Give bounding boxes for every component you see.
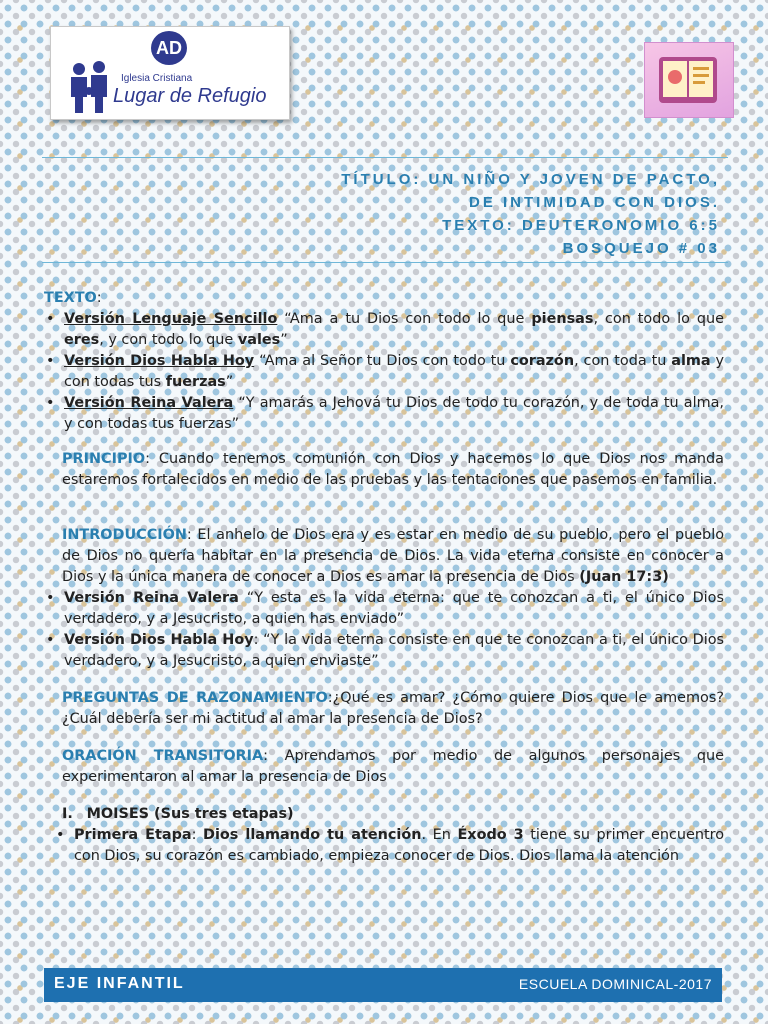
introduccion-heading: INTRODUCCIÓN bbox=[62, 527, 187, 543]
version-item: • Versión Dios Habla Hoy: “Y la vida eterna consiste en que te conozcan a ti, el único Dios verdadero, y a Jesucristo, a quien enviaste” bbox=[46, 632, 724, 669]
family-icon bbox=[65, 61, 117, 115]
version-name: Versión Lenguaje Sencillo bbox=[64, 311, 278, 327]
version-name: Versión Reina Valera bbox=[64, 590, 239, 606]
principio-section bbox=[44, 449, 724, 491]
logo-title: Lugar de Refugio bbox=[113, 85, 267, 107]
title-line-2: DE INTIMIDAD CON DIOS. bbox=[468, 194, 720, 211]
version-name: Versión Dios Habla Hoy bbox=[64, 632, 254, 648]
preguntas-text: :¿Qué es amar? ¿Cómo quiere Dios que le amemos? ¿Cuál debería ser mi actitud al amar la presencia de Dios? bbox=[62, 690, 724, 727]
version-item: • Versión Dios Habla Hoy “Ama al Señor tu Dios con todo tu corazón, con toda tu alma y con todas tus fuerzas” bbox=[46, 353, 725, 390]
title-line-1: TÍTULO: UN NIÑO Y JOVEN DE PACTO, bbox=[341, 171, 720, 188]
outline-number: BOSQUEJO # 03 bbox=[562, 240, 720, 257]
title-block bbox=[341, 168, 720, 260]
stage-item: • Primera Etapa: Dios llamando tu atención. En Éxodo 3 tiene su primer encuentro con Dios, su corazón es cambiado, empieza conocer de Dios. Dios llama la atención bbox=[56, 827, 724, 864]
book-icon bbox=[645, 43, 733, 117]
section-number: I. bbox=[62, 806, 73, 822]
section-moises bbox=[44, 804, 724, 825]
oracion-section bbox=[44, 746, 724, 788]
stage-label: Primera Etapa bbox=[74, 827, 192, 843]
storybook-image bbox=[644, 42, 734, 118]
footer-bar bbox=[44, 968, 722, 1002]
introduccion-text: : El anhelo de Dios era y es estar en medio de su pueblo, pero el pueblo de Dios no quería habitar en la presencia de Dios. La vida eterna consiste en conocer a Dios y la única manera de conocer a Dios es amar la presencia de Dios bbox=[62, 527, 724, 585]
version-name: Versión Dios Habla Hoy bbox=[64, 353, 255, 369]
bottom-divider bbox=[42, 262, 728, 263]
preguntas-heading: PREGUNTAS DE RAZONAMIENTO bbox=[62, 690, 328, 706]
footer-right: ESCUELA DOMINICAL-2017 bbox=[518, 976, 712, 992]
document-body: TEXTO: • Versión Lenguaje Sencillo “Ama a tu Dios con todo lo que piensas, con todo lo que eres, y con todo lo que vales” • Versión Dios Habla Hoy “Ama al Señor tu Dios con todo tu corazón, con toda tu alma y con todas tus fuerzas” • Versión Reina Valera “Y amarás a Jehová tu Dios de todo tu corazón, y de toda tu alma, y con todas tus fuerzas” PRINCIPIO: Cuando tenemos comunión con Dios y hacemos lo que Dios nos manda estaremos fortalecidos en medio de las pruebas y las tentaciones que pasemos en familia. INTRODUCCIÓN: El anhelo de Dios era y es estar en medio de su pueblo, pero el pueblo de Dios no quería habitar en la presencia de Dios. La vida eterna consiste en conocer a Dios y la única manera de conocer a Dios es amar la presencia de Dios (Juan 17:3) • Versión Reina Valera “Y esta es la vida eterna: que te conozcan a ti, el único Dios verdadero, y a Jesucristo, a quien has enviado” • Versión Dios Habla Hoy: “Y la vida eterna consiste en que te conozcan a ti, el único Dios verdadero, y a Jesucristo, a quien enviaste” PREGUNTAS DE RAZONAMIENTO:¿Qué es amar? ¿Cómo quiere Dios que le amemos? ¿Cuál debería ser mi actitud al amar la presencia de Dios? ORACIÓN TRANSITORIA: Aprendamos por medio de algunos personajes que experimentaron al amar la presencia de Dios I. MOISES (Sus tres etapas) • Primera Etapa: Dios llamando tu atención. En Éxodo 3 tiene su primer encuentro con Dios, su corazón es cambiado, empieza conocer de Dios. Dios llama la atención bbox=[44, 288, 724, 867]
texto-heading: TEXTO bbox=[44, 290, 97, 306]
logo-subtitle: Iglesia Cristiana bbox=[121, 73, 193, 84]
version-item: • Versión Reina Valera “Y amarás a Jehová tu Dios de todo tu corazón, y de toda tu alma, y con todas tus fuerzas” bbox=[46, 395, 724, 432]
oracion-text: : Aprendamos por medio de algunos personajes que experimentaron al amar la presencia de Dios bbox=[62, 748, 724, 785]
preguntas-section bbox=[44, 688, 724, 730]
principio-heading: PRINCIPIO bbox=[62, 451, 146, 467]
church-logo bbox=[50, 26, 290, 120]
principio-text: : Cuando tenemos comunión con Dios y hacemos lo que Dios nos manda estaremos fortalecidos en medio de las pruebas y las tentaciones que pasemos en familia. bbox=[62, 451, 724, 488]
version-name: Versión Reina Valera bbox=[64, 395, 234, 411]
text-reference: TEXTO: DEUTERONOMIO 6:5 bbox=[442, 217, 720, 234]
logo-mark: AD bbox=[151, 31, 187, 65]
version-item: • Versión Lenguaje Sencillo “Ama a tu Dios con todo lo que piensas, con todo lo que eres, y con todo lo que vales” bbox=[46, 311, 724, 348]
version-item: • Versión Reina Valera “Y esta es la vida eterna: que te conozcan a ti, el único Dios verdadero, y a Jesucristo, a quien has enviado” bbox=[46, 590, 724, 627]
scripture-ref: (Juan 17:3) bbox=[579, 569, 669, 585]
section-title: MOISES (Sus tres etapas) bbox=[86, 806, 294, 822]
oracion-heading: ORACIÓN TRANSITORIA bbox=[62, 748, 264, 764]
top-divider bbox=[42, 157, 728, 158]
introduccion-section bbox=[44, 525, 724, 588]
footer-left: EJE INFANTIL bbox=[54, 975, 185, 992]
